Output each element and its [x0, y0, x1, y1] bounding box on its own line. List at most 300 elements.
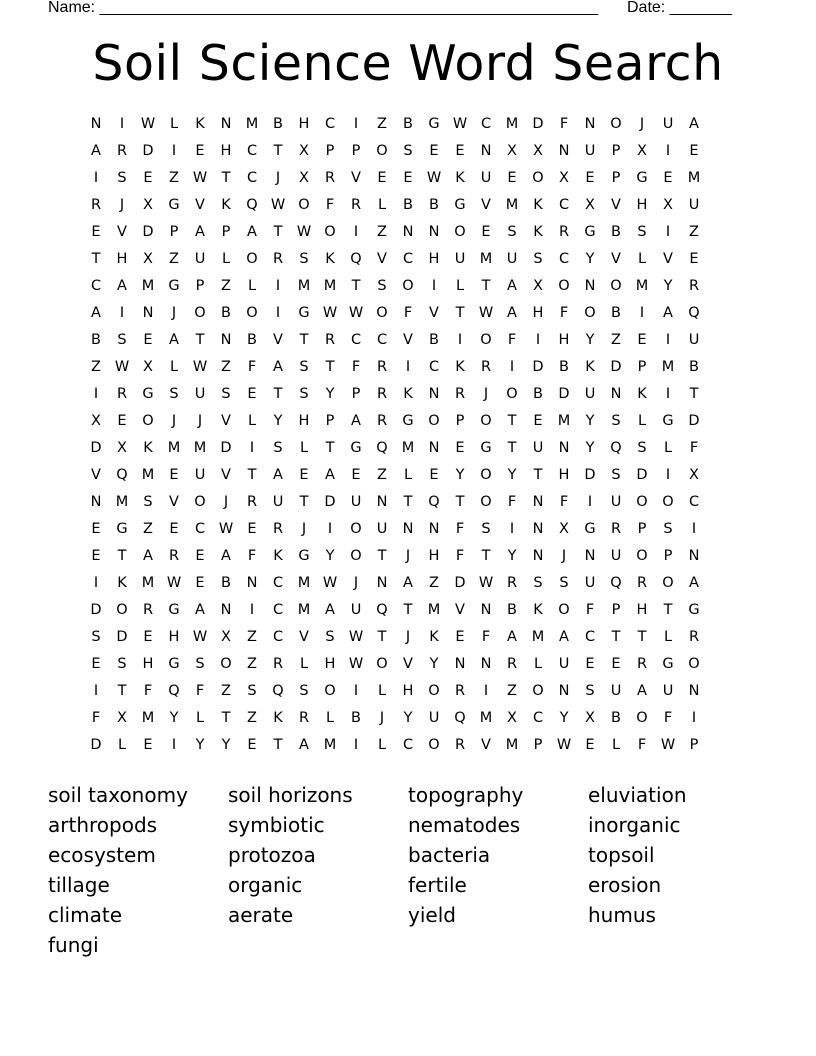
grid-letter: S — [117, 656, 127, 672]
grid-letter: S — [169, 386, 179, 402]
grid-letter: P — [611, 602, 621, 618]
grid-letter: T — [273, 224, 283, 240]
grid-letter: B — [429, 332, 439, 348]
grid-letter: C — [532, 710, 544, 726]
grid-row — [83, 682, 733, 709]
grid-letter: W — [478, 575, 494, 591]
grid-letter: Y — [169, 710, 179, 726]
grid-letter: C — [272, 602, 284, 618]
grid-letter: F — [663, 710, 673, 726]
grid-letter: I — [665, 143, 671, 159]
grid-letter: F — [585, 602, 595, 618]
grid-letter: V — [299, 629, 309, 645]
grid-row — [83, 169, 733, 196]
grid-letter: O — [584, 305, 596, 321]
grid-letter: U — [688, 197, 700, 213]
grid-letter: O — [532, 683, 544, 699]
grid-letter: M — [323, 278, 337, 294]
grid-letter: L — [117, 737, 127, 753]
grid-letter: Y — [429, 656, 439, 672]
grid-letter: S — [533, 575, 543, 591]
grid-letter: I — [431, 278, 437, 294]
grid-letter: N — [480, 143, 492, 159]
grid-letter: T — [273, 386, 283, 402]
word-list-item: fertile — [408, 873, 467, 897]
grid-letter: E — [91, 548, 101, 564]
grid-letter: Z — [169, 251, 179, 267]
grid-letter: E — [195, 143, 205, 159]
grid-letter: X — [299, 143, 309, 159]
grid-letter: P — [351, 386, 361, 402]
grid-letter: I — [275, 278, 281, 294]
grid-letter: O — [194, 494, 206, 510]
grid-letter: W — [296, 224, 312, 240]
grid-letter: B — [559, 359, 569, 375]
grid-letter: Y — [221, 737, 231, 753]
grid-letter: P — [689, 737, 699, 753]
grid-letter: A — [507, 305, 517, 321]
grid-letter: M — [193, 440, 207, 456]
grid-letter: M — [505, 197, 519, 213]
grid-letter: U — [194, 251, 206, 267]
grid-letter: G — [298, 305, 310, 321]
grid-letter: W — [192, 170, 208, 186]
grid-letter: U — [584, 575, 596, 591]
grid-letter: K — [403, 386, 413, 402]
grid-letter: M — [245, 116, 259, 132]
grid-letter: F — [247, 548, 257, 564]
grid-letter: T — [299, 494, 309, 510]
grid-letter: E — [143, 170, 153, 186]
grid-letter: O — [350, 548, 362, 564]
grid-letter: Q — [454, 710, 466, 726]
grid-letter: U — [428, 710, 440, 726]
grid-letter: B — [221, 575, 231, 591]
grid-letter: I — [353, 224, 359, 240]
grid-letter: I — [405, 359, 411, 375]
grid-letter: A — [507, 278, 517, 294]
grid-letter: H — [428, 548, 440, 564]
grid-letter: X — [143, 359, 153, 375]
grid-letter: N — [558, 440, 570, 456]
grid-letter: R — [272, 521, 284, 537]
grid-letter: S — [325, 629, 335, 645]
grid-letter: X — [559, 170, 569, 186]
grid-letter: T — [507, 413, 517, 429]
grid-letter: F — [455, 521, 465, 537]
grid-letter: X — [689, 467, 699, 483]
grid-letter: S — [143, 494, 153, 510]
grid-letter: L — [663, 629, 673, 645]
grid-letter: O — [376, 143, 388, 159]
grid-row — [83, 493, 733, 520]
grid-letter: U — [532, 440, 544, 456]
grid-letter: W — [270, 197, 286, 213]
grid-letter: E — [429, 467, 439, 483]
grid-letter: J — [301, 521, 307, 537]
grid-letter: I — [509, 359, 515, 375]
grid-letter: W — [478, 305, 494, 321]
grid-letter: N — [428, 386, 440, 402]
grid-letter: R — [454, 737, 466, 753]
grid-letter: S — [91, 629, 101, 645]
grid-letter: Z — [377, 467, 387, 483]
grid-letter: Y — [559, 710, 569, 726]
grid-letter: W — [192, 629, 208, 645]
grid-letter: M — [687, 170, 701, 186]
grid-letter: X — [143, 251, 153, 267]
grid-letter: L — [195, 710, 205, 726]
grid-letter: T — [377, 629, 387, 645]
grid-row — [83, 304, 733, 331]
grid-letter: O — [636, 494, 648, 510]
grid-letter: R — [298, 710, 310, 726]
grid-letter: K — [195, 116, 205, 132]
grid-letter: T — [507, 440, 517, 456]
grid-letter: P — [637, 359, 647, 375]
grid-letter: Q — [272, 683, 284, 699]
grid-letter: N — [558, 143, 570, 159]
grid-letter: V — [611, 197, 621, 213]
grid-letter: I — [171, 737, 177, 753]
word-list-item: soil taxonomy — [48, 783, 188, 807]
grid-letter: A — [299, 737, 309, 753]
grid-letter: X — [91, 413, 101, 429]
grid-letter: Y — [663, 278, 673, 294]
grid-letter: H — [558, 332, 570, 348]
grid-letter: U — [272, 494, 284, 510]
grid-letter: X — [585, 710, 595, 726]
grid-letter: L — [403, 467, 413, 483]
grid-letter: P — [325, 413, 335, 429]
grid-letter: S — [637, 440, 647, 456]
grid-letter: Z — [143, 521, 153, 537]
grid-letter: M — [297, 575, 311, 591]
grid-letter: U — [662, 683, 674, 699]
grid-letter: S — [533, 251, 543, 267]
grid-letter: E — [247, 386, 257, 402]
grid-row — [83, 223, 733, 250]
grid-letter: I — [171, 143, 177, 159]
grid-letter: N — [454, 656, 466, 672]
grid-letter: H — [428, 251, 440, 267]
grid-letter: T — [689, 386, 699, 402]
grid-letter: L — [247, 413, 257, 429]
grid-letter: Y — [585, 332, 595, 348]
grid-letter: B — [91, 332, 101, 348]
grid-letter: D — [636, 467, 648, 483]
grid-letter: E — [143, 332, 153, 348]
grid-letter: M — [531, 629, 545, 645]
grid-letter: K — [455, 359, 465, 375]
grid-letter: S — [195, 656, 205, 672]
grid-letter: D — [532, 116, 544, 132]
grid-row — [83, 709, 733, 736]
grid-letter: E — [455, 629, 465, 645]
grid-letter: M — [479, 710, 493, 726]
grid-letter: M — [505, 116, 519, 132]
grid-letter: C — [324, 116, 336, 132]
grid-letter: E — [169, 467, 179, 483]
grid-letter: A — [689, 575, 699, 591]
grid-letter: R — [168, 548, 180, 564]
word-list — [48, 780, 788, 960]
grid-letter: I — [93, 683, 99, 699]
grid-letter: N — [246, 575, 258, 591]
grid-letter: M — [141, 278, 155, 294]
grid-letter: G — [428, 116, 440, 132]
grid-letter: G — [168, 602, 180, 618]
grid-letter: N — [220, 116, 232, 132]
grid-letter: X — [143, 197, 153, 213]
grid-letter: D — [558, 386, 570, 402]
grid-letter: R — [272, 251, 284, 267]
grid-letter: C — [272, 575, 284, 591]
grid-letter: N — [220, 332, 232, 348]
grid-letter: L — [299, 656, 309, 672]
grid-letter: X — [221, 629, 231, 645]
grid-row — [83, 277, 733, 304]
grid-letter: N — [688, 683, 700, 699]
grid-letter: I — [457, 332, 463, 348]
grid-letter: O — [376, 656, 388, 672]
grid-letter: Z — [689, 224, 699, 240]
grid-letter: V — [91, 467, 101, 483]
grid-letter: U — [610, 494, 622, 510]
grid-letter: R — [506, 656, 518, 672]
grid-letter: T — [247, 467, 257, 483]
page-title: Soil Science Word Search — [92, 35, 724, 92]
grid-letter: O — [376, 305, 388, 321]
grid-letter: T — [351, 278, 361, 294]
grid-letter: A — [325, 467, 335, 483]
grid-letter: F — [559, 116, 569, 132]
grid-letter: E — [351, 467, 361, 483]
grid-letter: Y — [585, 251, 595, 267]
grid-letter: V — [403, 656, 413, 672]
grid-letter: R — [90, 197, 102, 213]
grid-letter: L — [663, 440, 673, 456]
grid-letter: Q — [688, 305, 700, 321]
grid-letter: J — [275, 170, 281, 186]
grid-letter: I — [93, 386, 99, 402]
grid-letter: K — [533, 197, 543, 213]
grid-letter: U — [480, 170, 492, 186]
grid-letter: N — [402, 224, 414, 240]
word-list-item: organic — [228, 873, 303, 897]
grid-letter: I — [93, 170, 99, 186]
grid-letter: F — [195, 683, 205, 699]
grid-letter: C — [402, 737, 414, 753]
grid-letter: E — [585, 170, 595, 186]
grid-letter: N — [402, 521, 414, 537]
grid-letter: H — [168, 629, 180, 645]
grid-letter: O — [246, 251, 258, 267]
grid-letter: U — [662, 116, 674, 132]
grid-letter: T — [455, 494, 465, 510]
grid-letter: L — [299, 440, 309, 456]
grid-letter: E — [585, 737, 595, 753]
grid-letter: W — [660, 737, 676, 753]
grid-letter: V — [481, 737, 491, 753]
grid-letter: R — [272, 656, 284, 672]
grid-letter: E — [403, 170, 413, 186]
grid-letter: O — [324, 683, 336, 699]
grid-letter: A — [169, 332, 179, 348]
grid-letter: N — [558, 683, 570, 699]
grid-letter: S — [507, 224, 517, 240]
grid-letter: W — [348, 305, 364, 321]
grid-letter: Z — [221, 359, 231, 375]
grid-row — [83, 547, 733, 574]
grid-letter: I — [249, 440, 255, 456]
grid-row — [83, 142, 733, 169]
grid-letter: F — [91, 710, 101, 726]
grid-letter: T — [117, 683, 127, 699]
grid-letter: I — [665, 332, 671, 348]
grid-letter: Q — [116, 467, 128, 483]
grid-letter: E — [663, 170, 673, 186]
grid-letter: B — [403, 197, 413, 213]
grid-letter: V — [403, 332, 413, 348]
grid-letter: E — [169, 521, 179, 537]
grid-letter: M — [297, 602, 311, 618]
grid-letter: D — [220, 440, 232, 456]
grid-letter: E — [611, 656, 621, 672]
word-list-item: protozoa — [228, 843, 316, 867]
grid-letter: D — [90, 737, 102, 753]
grid-letter: S — [221, 386, 231, 402]
grid-letter: Z — [247, 710, 257, 726]
grid-letter: N — [584, 278, 596, 294]
word-list-item: humus — [588, 903, 656, 927]
grid-letter: O — [454, 224, 466, 240]
grid-letter: Z — [169, 170, 179, 186]
grid-letter: A — [91, 305, 101, 321]
grid-letter: V — [195, 197, 205, 213]
grid-letter: O — [142, 413, 154, 429]
grid-letter: P — [325, 143, 335, 159]
grid-letter: V — [455, 602, 465, 618]
grid-letter: S — [299, 251, 309, 267]
grid-letter: B — [247, 332, 257, 348]
grid-letter: X — [533, 278, 543, 294]
grid-letter: P — [611, 143, 621, 159]
grid-letter: E — [533, 413, 543, 429]
grid-letter: G — [168, 656, 180, 672]
grid-letter: O — [558, 278, 570, 294]
grid-letter: M — [141, 710, 155, 726]
grid-letter: E — [429, 143, 439, 159]
grid-letter: S — [611, 467, 621, 483]
grid-letter: S — [117, 170, 127, 186]
grid-letter: K — [325, 251, 335, 267]
grid-letter: I — [665, 224, 671, 240]
grid-letter: J — [171, 305, 177, 321]
grid-letter: L — [325, 710, 335, 726]
grid-letter: N — [428, 521, 440, 537]
grid-letter: A — [325, 602, 335, 618]
grid-letter: K — [455, 170, 465, 186]
grid-letter: T — [403, 494, 413, 510]
grid-letter: T — [325, 359, 335, 375]
grid-letter: H — [298, 116, 310, 132]
grid-letter: U — [194, 467, 206, 483]
grid-letter: E — [143, 629, 153, 645]
grid-letter: Z — [247, 656, 257, 672]
grid-letter: O — [662, 575, 674, 591]
grid-letter: T — [481, 278, 491, 294]
grid-letter: T — [325, 440, 335, 456]
grid-letter: E — [377, 170, 387, 186]
grid-letter: X — [117, 710, 127, 726]
grid-letter: R — [454, 386, 466, 402]
grid-letter: C — [350, 332, 362, 348]
grid-letter: J — [405, 629, 411, 645]
grid-letter: S — [585, 683, 595, 699]
word-list-item: tillage — [48, 873, 110, 897]
grid-letter: F — [559, 305, 569, 321]
grid-letter: Y — [507, 548, 517, 564]
grid-letter: E — [247, 737, 257, 753]
grid-letter: M — [141, 467, 155, 483]
grid-letter: S — [637, 224, 647, 240]
grid-letter: A — [559, 629, 569, 645]
grid-letter: H — [532, 305, 544, 321]
grid-letter: V — [611, 251, 621, 267]
grid-letter: T — [611, 629, 621, 645]
grid-letter: X — [637, 143, 647, 159]
grid-letter: F — [247, 359, 257, 375]
grid-letter: C — [558, 251, 570, 267]
grid-letter: Z — [247, 629, 257, 645]
grid-letter: X — [663, 197, 673, 213]
grid-row — [83, 736, 733, 763]
grid-letter: R — [116, 143, 128, 159]
grid-letter: X — [299, 170, 309, 186]
grid-letter: B — [351, 710, 361, 726]
grid-letter: A — [273, 359, 283, 375]
grid-letter: S — [481, 521, 491, 537]
grid-letter: R — [142, 602, 154, 618]
grid-letter: A — [403, 575, 413, 591]
grid-letter: M — [661, 359, 675, 375]
grid-letter: D — [142, 143, 154, 159]
grid-letter: M — [557, 413, 571, 429]
grid-letter: A — [143, 548, 153, 564]
grid-letter: O — [506, 386, 518, 402]
grid-letter: R — [480, 359, 492, 375]
grid-letter: E — [195, 575, 205, 591]
grid-letter: G — [168, 197, 180, 213]
grid-letter: F — [351, 359, 361, 375]
grid-letter: I — [535, 332, 541, 348]
grid-letter: W — [426, 170, 442, 186]
word-list-item: erosion — [588, 873, 662, 897]
grid-letter: P — [455, 413, 465, 429]
grid-letter: V — [481, 197, 491, 213]
grid-letter: E — [481, 224, 491, 240]
grid-row — [83, 250, 733, 277]
grid-letter: G — [480, 440, 492, 456]
grid-letter: L — [455, 278, 465, 294]
grid-letter: N — [428, 440, 440, 456]
grid-letter: F — [143, 683, 153, 699]
grid-letter: D — [324, 494, 336, 510]
grid-row — [83, 385, 733, 412]
grid-letter: V — [351, 170, 361, 186]
grid-letter: A — [689, 116, 699, 132]
